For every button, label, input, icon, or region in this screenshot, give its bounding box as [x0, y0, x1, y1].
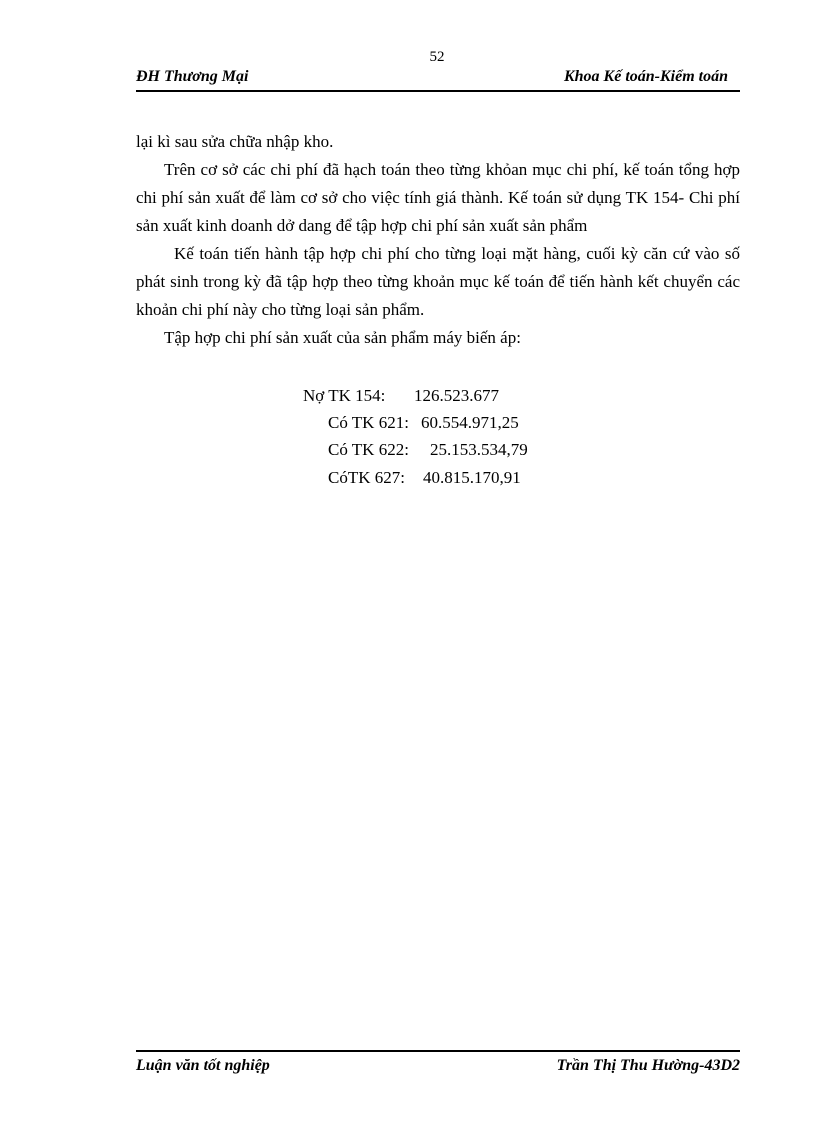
- header-faculty: Khoa Kế toán-Kiểm toán: [563, 68, 728, 85]
- paragraph-3: Kế toán tiến hành tập hợp chi phí cho từng loại mặt hàng, cuối kỳ căn cứ vào số phát sinh trong kỳ đã tập hợp theo từng khoản mục kế toán để tiến hành kết chuyển các khoản chi phí này cho từng loại sản phẩm.: [136, 244, 740, 319]
- header-university: ĐH Thương Mại: [136, 68, 249, 85]
- entry-account-credit-621: Có TK 621:: [328, 413, 409, 432]
- entry-amount-credit-621: 60.554.971,25: [421, 413, 519, 432]
- entry-amount-credit-622: 25.153.534,79: [430, 440, 528, 459]
- entry-account-credit-627: CóTK 627:: [328, 468, 405, 487]
- entry-amount-debit: 126.523.677: [414, 386, 499, 405]
- page-header: [136, 66, 740, 92]
- page-number: 52: [429, 49, 445, 65]
- entry-account-debit: Nợ TK 154:: [303, 386, 386, 405]
- paragraph-4: Tập hợp chi phí sản xuất của sản phẩm máy biến áp:: [164, 328, 521, 347]
- entry-account-credit-622: Có TK 622:: [328, 440, 409, 459]
- entry-amount-credit-627: 40.815.170,91: [423, 468, 521, 487]
- document-body: [136, 128, 740, 352]
- footer-thesis-label: Luận văn tốt nghiệp: [136, 1057, 270, 1074]
- paragraph-2: Trên cơ sở các chi phí đã hạch toán theo từng khỏan mục chi phí, kế toán tổng hợp chi phí sản xuất để làm cơ sở cho việc tính giá thành. Kế toán sử dụng TK 154- Chi phí sản xuất kinh doanh dở dang để tập hợp chi phí sản xuất sản phẩm: [136, 160, 740, 235]
- footer-author: Trần Thị Thu Hường-43D2: [556, 1057, 740, 1074]
- page-footer: [136, 1050, 740, 1082]
- paragraph-1: lại kì sau sửa chữa nhập kho.: [136, 132, 334, 151]
